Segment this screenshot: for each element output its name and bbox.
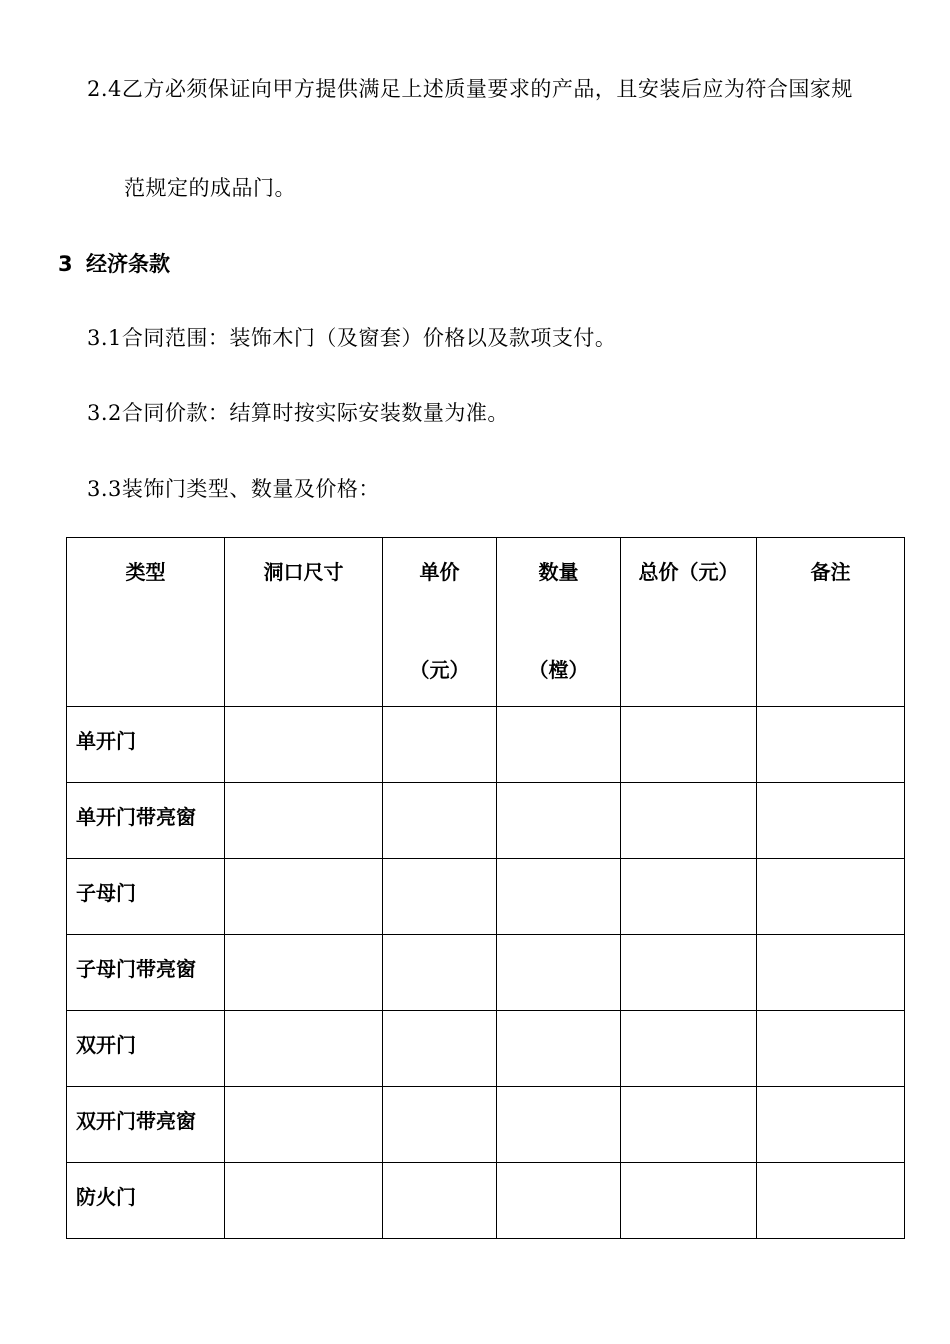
unit-price-cell <box>383 859 497 935</box>
table-header-row <box>67 538 905 707</box>
unit-price-cell <box>383 1087 497 1163</box>
quantity-cell <box>497 1011 621 1087</box>
unit-price-cell <box>383 707 497 783</box>
row-type-cell: 双开门 <box>67 1011 225 1087</box>
header-unit-price <box>383 538 497 707</box>
remarks-cell <box>757 1087 905 1163</box>
table-row <box>67 1163 905 1239</box>
remarks-cell <box>757 1163 905 1239</box>
total-price-cell <box>621 859 757 935</box>
row-type-cell: 单开门 <box>67 707 225 783</box>
paragraph-3-3: 3.3装饰门类型、数量及价格： <box>87 477 380 501</box>
remarks-cell <box>757 935 905 1011</box>
total-price-cell <box>621 1011 757 1087</box>
unit-price-cell <box>383 783 497 859</box>
paragraph-2-4-line2: 范规定的成品门。 <box>124 176 296 200</box>
row-type-cell: 防火门 <box>67 1163 225 1239</box>
table-row <box>67 783 905 859</box>
remarks-cell <box>757 859 905 935</box>
header-type <box>67 538 225 707</box>
door-price-table <box>66 537 905 1239</box>
header-remarks <box>757 538 905 707</box>
header-type-label: 类型 <box>125 560 166 584</box>
quantity-cell <box>497 935 621 1011</box>
total-price-cell <box>621 935 757 1011</box>
table-row <box>67 1087 905 1163</box>
row-type-cell: 双开门带亮窗 <box>67 1087 225 1163</box>
unit-price-cell <box>383 1163 497 1239</box>
paragraph-2-4-line1: 2.4乙方必须保证向甲方提供满足上述质量要求的产品，且安装后应为符合国家规 <box>87 77 853 101</box>
quantity-cell <box>497 859 621 935</box>
total-price-cell <box>621 1087 757 1163</box>
section-3-title: 经济条款 <box>86 252 170 276</box>
opening-size-cell <box>225 707 383 783</box>
paragraph-3-2: 3.2合同价款：结算时按实际安装数量为准。 <box>87 401 509 425</box>
opening-size-cell <box>225 1163 383 1239</box>
quantity-cell <box>497 707 621 783</box>
quantity-cell <box>497 1163 621 1239</box>
quantity-cell <box>497 1087 621 1163</box>
opening-size-cell <box>225 1011 383 1087</box>
table-row <box>67 1011 905 1087</box>
total-price-cell <box>621 1163 757 1239</box>
header-total-price <box>621 538 757 707</box>
row-type-cell: 子母门带亮窗 <box>67 935 225 1011</box>
total-price-cell <box>621 707 757 783</box>
header-unit-price-unit: （元） <box>409 658 470 682</box>
section-3-heading <box>58 254 170 275</box>
table-row <box>67 707 905 783</box>
unit-price-cell <box>383 1011 497 1087</box>
opening-size-cell <box>225 783 383 859</box>
table-row <box>67 859 905 935</box>
header-quantity-label: 数量 <box>538 560 579 584</box>
opening-size-cell <box>225 935 383 1011</box>
section-3-number: 3 <box>58 252 73 276</box>
opening-size-cell <box>225 1087 383 1163</box>
remarks-cell <box>757 707 905 783</box>
header-unit-price-label: 单价 <box>419 560 460 584</box>
remarks-cell <box>757 1011 905 1087</box>
header-opening-size-label: 洞口尺寸 <box>263 560 344 584</box>
quantity-cell <box>497 783 621 859</box>
table-row <box>67 935 905 1011</box>
row-type-cell: 单开门带亮窗 <box>67 783 225 859</box>
unit-price-cell <box>383 935 497 1011</box>
header-opening-size <box>225 538 383 707</box>
remarks-cell <box>757 783 905 859</box>
header-quantity <box>497 538 621 707</box>
header-quantity-unit: （樘） <box>528 658 589 682</box>
header-remarks-label: 备注 <box>810 560 851 584</box>
opening-size-cell <box>225 859 383 935</box>
row-type-cell: 子母门 <box>67 859 225 935</box>
total-price-cell <box>621 783 757 859</box>
header-total-price-label: 总价（元） <box>638 560 739 584</box>
paragraph-3-1: 3.1合同范围：装饰木门（及窗套）价格以及款项支付。 <box>87 326 617 350</box>
